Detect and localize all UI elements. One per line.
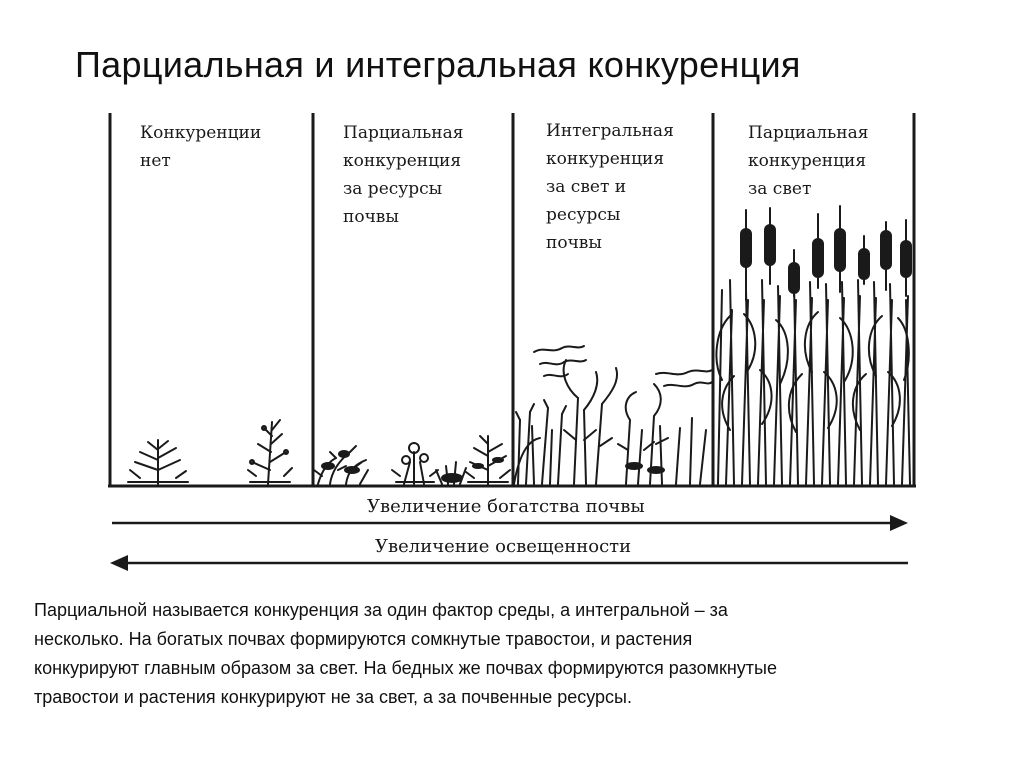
description-line-3: конкурируют главным образом за свет. На бедных же почвах формируются разомкнутые (34, 658, 778, 678)
zone-1-line-1: Конкуренции (140, 123, 262, 143)
reed-grass-icon (716, 280, 910, 484)
zone-4-line-3: за свет (748, 179, 812, 199)
light-intensity-arrow (110, 536, 908, 571)
plants-zone-2 (314, 436, 510, 484)
zone-2-line-1: Парциальная (343, 123, 464, 143)
plants-zone-4 (716, 206, 912, 484)
tall-herb-icon (564, 360, 617, 484)
zone-3-line-5: почвы (546, 233, 602, 253)
zone-4-line-2: конкуренция (748, 151, 867, 171)
mid-shrub-icon (618, 384, 668, 484)
low-herb-cluster-icon (314, 446, 368, 484)
wavy-stem-icon (534, 346, 712, 484)
soil-richness-arrow (112, 496, 908, 531)
zone-2-line-3: за ресурсы (343, 179, 443, 199)
light-arrow-label: Увеличение освещенности (375, 536, 632, 557)
description-line-4: травостои и растения конкурируют не за свет, а за почвенные ресурсы. (34, 687, 632, 707)
description-text (34, 596, 994, 712)
description-line-2: несколько. На богатых почвах формируются сомкнутые травостои, и растения (34, 629, 693, 649)
flowering-herb-icon (392, 443, 438, 484)
zone-3-line-1: Интегральная (546, 121, 674, 141)
zone-label-no-competition (140, 123, 261, 171)
zone-label-partial-soil (343, 123, 464, 227)
zone-label-partial-light (748, 123, 869, 199)
zone-label-integral (546, 121, 674, 253)
dense-grass-icon (514, 400, 566, 484)
zone-3-line-4: ресурсы (546, 205, 621, 225)
zone-2-line-4: почвы (343, 207, 399, 227)
zone-2-line-2: конкуренция (343, 151, 462, 171)
grass-tuft-icon (436, 462, 466, 484)
soil-arrow-label: Увеличение богатства почвы (367, 496, 645, 517)
small-herb-icon (128, 440, 188, 484)
small-shrub-icon (248, 420, 292, 484)
plants-zone-3 (514, 346, 712, 484)
slide-title: Парциальная и интегральная конкуренция (75, 44, 801, 85)
zone-4-line-1: Парциальная (748, 123, 869, 143)
zone-3-line-3: за свет и (546, 177, 627, 197)
zone-1-line-2: нет (140, 151, 171, 171)
zone-3-line-2: конкуренция (546, 149, 665, 169)
plants-zone-1 (128, 420, 292, 484)
spiky-herb-icon (466, 436, 510, 484)
description-line-1: Парциальной называется конкуренция за один фактор среды, а интегральной – за (34, 600, 728, 620)
